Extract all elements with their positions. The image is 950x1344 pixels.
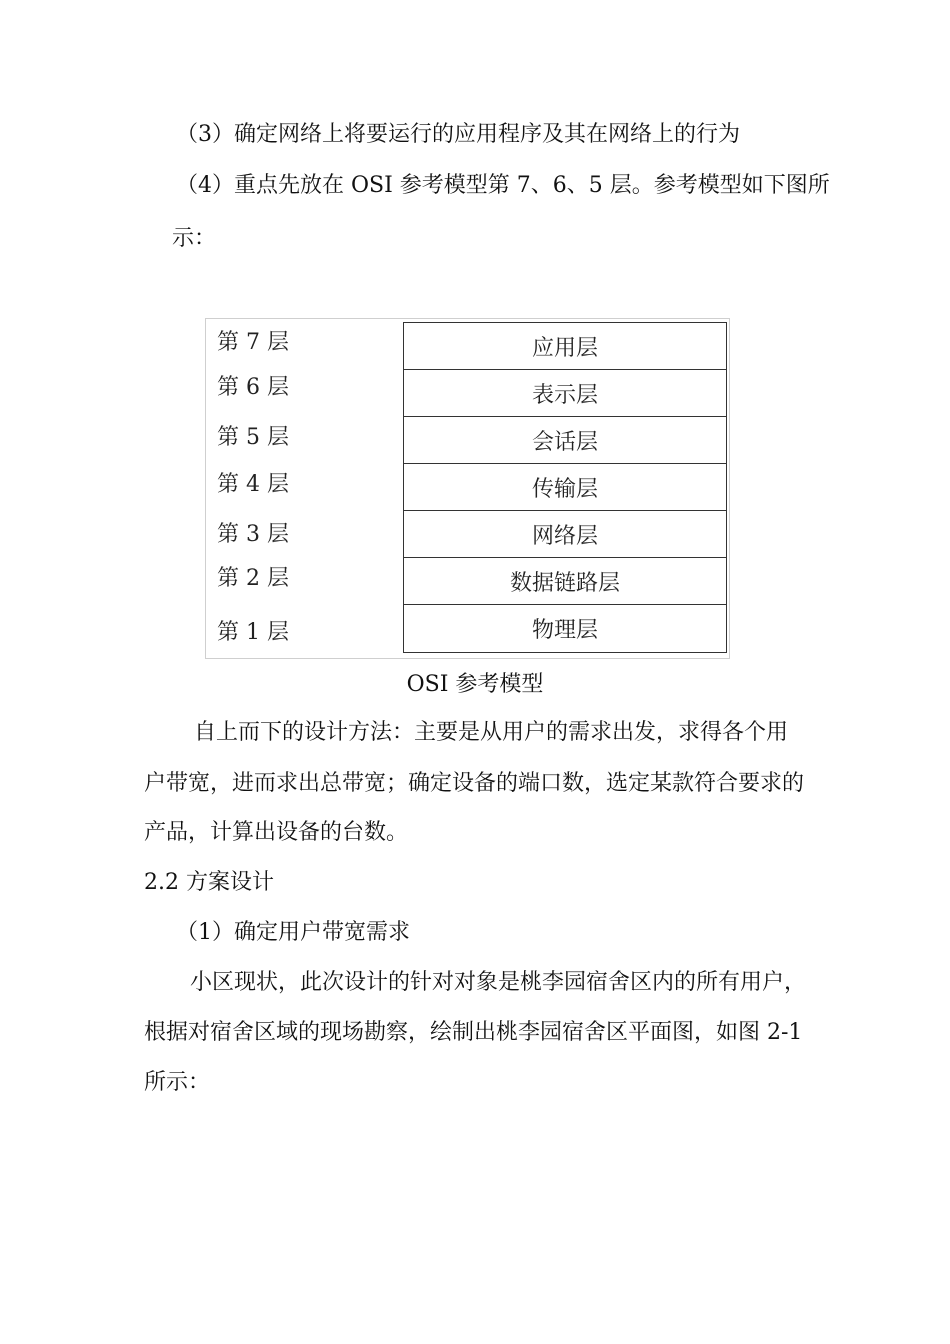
layer-presentation: 表示层 — [404, 370, 726, 417]
layer-data-link: 数据链路层 — [404, 558, 726, 605]
layer-network: 网络层 — [404, 511, 726, 558]
layer-session: 会话层 — [404, 417, 726, 464]
osi-model-figure — [205, 318, 730, 659]
paragraph-topdown-line1: 自上而下的设计方法：主要是从用户的需求出发，求得各个用 — [194, 720, 789, 745]
layer-label-2: 第 2 层 — [217, 566, 289, 591]
paragraph-status-line2: 根据对宿舍区域的现场勘察，绘制出桃李园宿舍区平面图，如图 2-1 — [144, 1020, 803, 1045]
layer-label-4: 第 4 层 — [217, 472, 289, 497]
layer-label-5: 第 5 层 — [217, 425, 289, 450]
layer-label-7: 第 7 层 — [217, 330, 289, 355]
paragraph-status-line1: 小区现状，此次设计的针对对象是桃李园宿舍区内的所有用户， — [190, 970, 807, 995]
layer-label-3: 第 3 层 — [217, 522, 289, 547]
paragraph-status-line3: 所示： — [144, 1070, 211, 1095]
layer-application: 应用层 — [404, 323, 726, 370]
paragraph-item-1: （1）确定用户带宽需求 — [176, 920, 410, 945]
paragraph-item-3: （3）确定网络上将要运行的应用程序及其在网络上的行为 — [176, 122, 740, 147]
layer-transport: 传输层 — [404, 464, 726, 511]
osi-layer-stack — [403, 322, 727, 653]
section-heading: 2.2 方案设计 — [144, 870, 274, 895]
layer-label-6: 第 6 层 — [217, 375, 289, 400]
paragraph-topdown-line3: 产品，计算出设备的台数。 — [144, 820, 409, 845]
paragraph-item-4-line1: （4）重点先放在 OSI 参考模型第 7、6、5 层。参考模型如下图所 — [176, 173, 830, 198]
figure-caption: OSI 参考模型 — [406, 672, 544, 697]
paragraph-item-4-line2: 示： — [172, 226, 217, 251]
paragraph-topdown-line2: 户带宽，进而求出总带宽；确定设备的端口数，选定某款符合要求的 — [144, 771, 805, 796]
layer-physical: 物理层 — [531, 618, 598, 643]
layer-label-1: 第 1 层 — [217, 620, 289, 645]
